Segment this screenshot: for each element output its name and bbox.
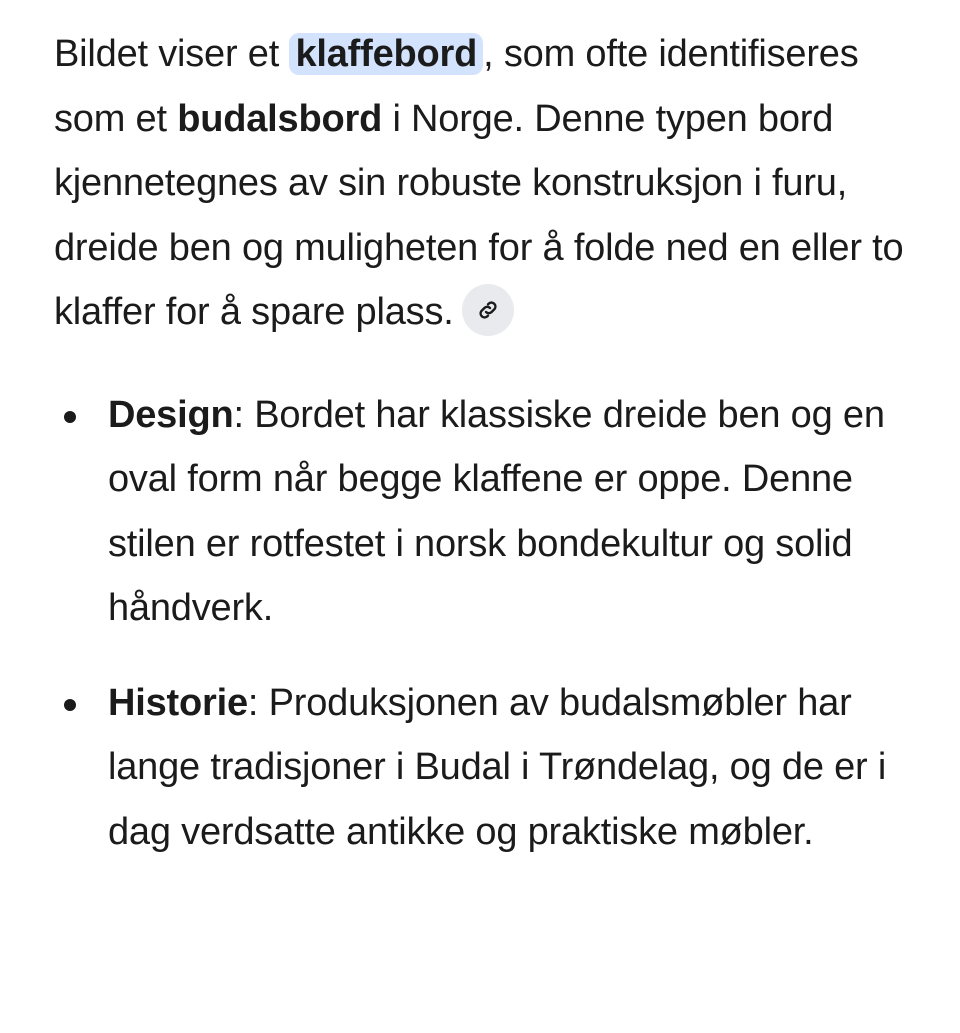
source-link-button[interactable] bbox=[462, 284, 514, 336]
bullet-list bbox=[54, 383, 934, 865]
bullet-text: : Produksjonen av budalsmøbler har lange tradisjoner i Budal i Trøndelag, og de er i dag verdsatte antikke og praktiske møbler. bbox=[108, 681, 887, 853]
bullet-title: Historie bbox=[108, 681, 248, 724]
response-content bbox=[54, 22, 934, 894]
intro-paragraph bbox=[54, 22, 934, 345]
list-item bbox=[54, 671, 934, 865]
link-icon bbox=[476, 298, 500, 322]
bullet-text: : Bordet har klassiske dreide ben og en oval form når begge klaffene er oppe. Denne stilen er rotfestet i norsk bondekultur og solid håndverk. bbox=[108, 393, 885, 629]
intro-text: i Norge. Denne typen bord kjennetegnes av sin robuste konstruksjon i furu, dreide ben og muligheten for å folde ned en eller to klaffer for å spare plass. bbox=[54, 97, 904, 333]
highlighted-term[interactable]: klaffebord bbox=[289, 33, 483, 75]
bullet-title: Design bbox=[108, 393, 234, 436]
intro-text: , som ofte identifiseres som et bbox=[54, 33, 859, 140]
bold-term: budalsbord bbox=[177, 97, 383, 140]
intro-text: Bildet viser et bbox=[54, 33, 290, 75]
list-item bbox=[54, 383, 934, 641]
